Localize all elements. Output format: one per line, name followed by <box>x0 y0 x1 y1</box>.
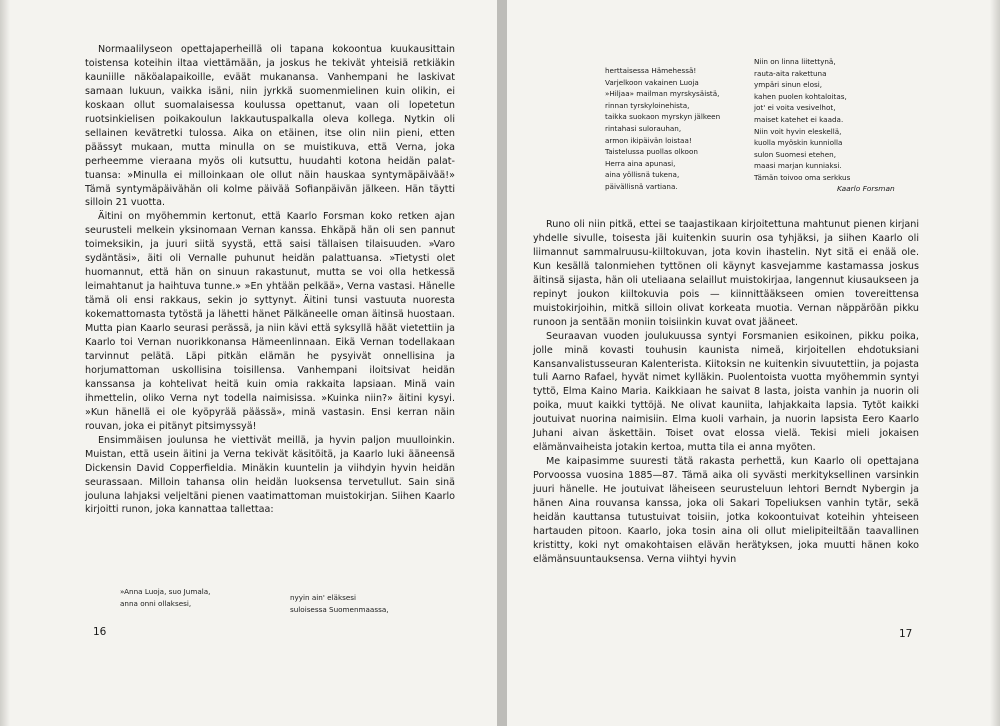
right-body-text <box>533 218 919 567</box>
paragraph: Runo oli niin pitkä, ettei se taajastikaan kirjoitettuna mahtunut pienen kirjani yhdelle sivulle, toisesta jäi kuitenkin suurin osa tyhjäksi, ja siihen Kaarlo oli liimannut sammalruusu-kiiltokuvan, jota kovin ihastelin. Nyt sitä ei enää ole. Kun kesällä talonmiehen tyttönen oli käynyt kasvejamme kastamassa joskus äitinsä sijasta, hän oli uteliaana selaillut muistokirjaa, langennut kiusaukseen ja repinyt joukon kiiltokuvia pois — kiinnittääkseen omien tovereittensa muistokirjoihin, mitkä silloin olivat korkeata muotia. Vernan näppäröän pikku runoon ja sentään moniin toisiinkin kuvat ovat jääneet. <box>533 219 919 328</box>
poem-line: jot' ei voita vesivelhot, <box>754 103 836 113</box>
poem-line: sulon Suomesi etehen, <box>754 149 836 159</box>
poem-line: »Hiljaa» mailman myrskysäistä, <box>605 89 720 99</box>
paragraph: Äitini on myöhemmin kertonut, että Kaarlo Forsman koko retken ajan seurusteli melkein yksinomaan Vernan kanssa. Ehkäpä hän oli sen pannut toimeksikin, ja juuri siitä syystä, että saisi tällaisen tilaisuuden. »Varo sydäntäsi», äiti oli Vernalle puhunut heidän palattuansa. »Tietysti olet huomannut, että hän on sinuun rakastunut, mutta se voi olla hetkessä leimahtanut ja haihtuva tunne.» »En yhtään pelkää», Verna vastasi. Hänelle tämä oli ensi rakkaus, sekin jo syttynyt. Äitini tunsi vastuuta nuoresta kokemattomasta tytöstä ja lähetti hänet Pälkäneelle oman äitinsä huostaan. Mutta pian Kaarlo seurasi perässä, ja niin kävi että syksyllä häät vietettiin ja Kaarlo toi Vernan nuorikkonansa Hämeenlinnaan. Eikä Vernan todellakaan tarvinnut pelätä. Läpi pitkän elämän he pysyivät onnellisina ja horjumattoman uskollisina toisillensa. Vanhempani iloitsivat heidän kanssansa ja kohtelivat heitä kuin omia rakkaita lapsiaan. Minä vain ihmettelin, oliko Verna nyt todella naimisissa. »Kuinka niin?» äitini kysyi. »Kun hänellä ei ole kyöpyrää päässä», minä vastasin. Ensi kerran näin rouvan, joka ei pitänyt pitsimyssyä! <box>85 211 455 432</box>
poem-line: Varjelkoon vakainen Luoja <box>605 77 699 87</box>
paragraph: Ensimmäisen joulunsa he viettivät meillä, ja hyvin paljon muulloinkin. Muistan, että usein äitini ja Verna tekivät käsitöitä, ja Kaarlo luki ääneensä Dickensin David Copperfieldia. Minäkin kuuntelin ja viihdyin hyvin heidän seurassaan. Milloin tahansa olin heidän luoksensa tervetullut. Sain sinä jouluna lahjaksi veljeltäni pienen vaatimattoman muistokirjan. Siihen Kaarlo kirjoitti runon, joka kannattaa tallettaa: <box>85 434 455 516</box>
poem-line: Niin on linna liitettynä, <box>754 57 836 66</box>
poem-line: rauta-aita rakettuna <box>754 68 827 78</box>
poem-line: maiset katehet ei kaada. <box>754 114 844 124</box>
poem-line: rinnan tyrskyloinehista, <box>605 100 690 110</box>
paragraph: Seuraavan vuoden joulukuussa syntyi Forsmanien esikoinen, pikku poika, jolle minä kovasti touhusin kaunista nimeä, kirjoitellen ehdotuksiani Kansanvalistusseuran Kalenterista. Kiitoksin ne kuitenkin sivuutettiin, ja pojasta tuli Aarno Rafael, hyvät nimet kylläkin. Puolentoista vuotta myöhemmin syntyi tyttö, Elma Kaino Maria. Kaikkiaan he saivat 8 lasta, joista vanhin ja nuorin oli poika, muut kaikki tyttöjä. Ne olivat kauniita, lahjakkaita lapsia. Tytöt kaikki joutuivat nuorina naimisiin. Elma kuoli varhain, ja nuorin lapsista Eero Kaarlo Juhani aivan äskettäin. Toiset ovat elossa vielä. Tekisi mieli jokaisen elämänvaiheista jotakin kertoa, mutta tila ei anna myöten. <box>533 330 919 454</box>
poem-column <box>754 56 914 184</box>
poem-line: aina yöllisnä tukena, <box>605 170 680 180</box>
poem-line: taikka suokaon myrskyn jälkeen <box>605 112 721 122</box>
page-number: 17 <box>899 628 913 640</box>
page-number: 16 <box>93 626 107 638</box>
poem-line: rintahasi sulorauhan, <box>605 123 682 133</box>
poem-line: »Anna Luoja, suo Jumala, <box>120 587 211 596</box>
poem-line: Tämän toivoo oma serkkus <box>754 172 851 182</box>
left-body-text <box>85 43 455 517</box>
poem-line: Niin voit hyvin eleskellä, <box>754 126 842 136</box>
poem-line: Herra aina apunasi, <box>605 158 676 168</box>
left-page <box>0 0 497 726</box>
poem-line: ympäri sinun elosi, <box>754 80 822 90</box>
poem-line: armon ikipäivän loistaa! <box>605 135 692 145</box>
paragraph: Me kaipasimme suuresti tätä rakasta perhettä, kun Kaarlo oli opettajana Porvoossa vuosina 1885—87. Tämä aika oli syvästi merkityksellinen varsinkin juuri hänelle. He joutuivat läheiseen seurusteluun lehtori Berndt Nybergin ja hänen Aina rouvansa kanssa, joka oli Sakari Topeliuksen vanhin tytär, sekä heidän kauttansa tutustuivat toisiin, jotka kokoontuivat koteihin yhteiseen hartauden pitoon. Kaarlo, joka tosin aina oli ollut mielipiteiltään taavallinen kristitty, koki nyt omakohtaisen elävän herätyksen, joka muutti hänen koko elämänsuuntauksensa. Verna viihtyi hyvin <box>533 456 919 565</box>
poem-line: päivällisnä vartiana. <box>605 181 678 191</box>
poem-line: herttaisessa Hämehessä! <box>605 66 697 75</box>
page-edge-shadow <box>0 0 10 726</box>
poem-column <box>120 586 285 609</box>
poem-column <box>290 592 430 615</box>
poem-line: suloisessa Suomenmaassa, <box>290 604 389 614</box>
poem-line: kahen puolen kohtaloitas, <box>754 91 847 101</box>
right-page <box>507 0 1000 726</box>
paragraph: Normaalilyseon opettajaperheillä oli tapana kokoontua kuukausittain toistensa koteihin iltaa viettämään, ja joskus he tekivät yhteisiä retkiäkin kauniille näköalapaikoille, eväät mukanansa. Vanhempani he laskivat samaan lukuun, vaikka isäni, niin jyrkkä suomenmielinen kuin olikin, ei koskaan ollut suomalaisessa koulussa opettanut, vaan oli lopetetun ruotsinkielisen poikakoulun lakkautuspalkalla oleva kollega. Nytkin oli sellainen kevätretki tulossa. Aika on etäinen, itse olin niin pieni, etten päässyt mukaan, mutta minulla on se muistikuva, että Verna, joka perheemme vieraana myös oli kutsuttu, huudahti kotona heidän palattuansa: »Minulla ei milloinkaan ole ollut näin hauskaa syntymäpäivää!» Tämä syntymäpäivähän oli kolme päivää Sofianpäivän jälkeen. Hän täytti silloin 21 vuotta. <box>85 44 455 209</box>
poem-line: maasi marjan kunniaksi. <box>754 161 842 171</box>
poem-signature: Kaarlo Forsman <box>837 184 895 193</box>
page-edge-shadow <box>990 0 1000 726</box>
book-gutter <box>497 0 507 726</box>
poem-line: Taistelussa puollas olkoon <box>605 147 698 157</box>
poem-line: anna onni ollaksesi, <box>120 598 192 608</box>
poem-line: kuolla myöskin kunniolla <box>754 138 843 148</box>
poem-line: nyyin ain' eläksesi <box>290 593 357 602</box>
